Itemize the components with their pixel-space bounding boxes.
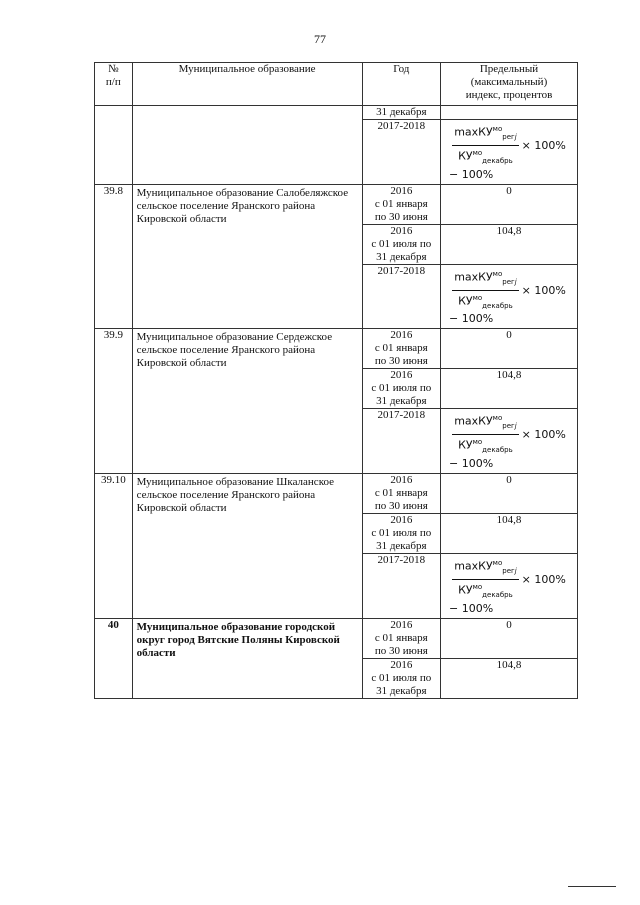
year-cell: 2016 с 01 января по 30 июня xyxy=(362,474,440,514)
formula-minus: − 100% xyxy=(449,601,494,615)
max-index-formula xyxy=(452,268,566,313)
index-value: 104,8 xyxy=(441,514,578,554)
index-value: 104,8 xyxy=(441,658,578,698)
page-number: 77 xyxy=(314,32,326,46)
formula-times: × 100% xyxy=(521,428,566,442)
year-cell: 2016 с 01 июля по 31 декабря xyxy=(362,224,440,264)
year-cell: 2016 с 01 июля по 31 декабря xyxy=(362,369,440,409)
year-cell: 2017-2018 xyxy=(362,120,440,185)
table-row xyxy=(95,184,578,224)
formula-numerator: maxКУ$^{мо}_{регj}$ xyxy=(452,557,518,580)
municipality-name: Муниципальное образование Сердежское сельское поселение Яранского района Кировской области xyxy=(132,329,362,474)
max-index-formula xyxy=(452,123,566,168)
header-index: Предельный (максимальный) индекс, процентов xyxy=(441,63,578,106)
year-cell: 2017-2018 xyxy=(362,554,440,619)
index-value: 0 xyxy=(441,474,578,514)
year-cell: 2016 с 01 января по 30 июня xyxy=(362,184,440,224)
formula-minus: − 100% xyxy=(449,167,494,181)
formula-cell xyxy=(441,264,578,329)
max-index-formula xyxy=(452,557,566,602)
year-cell: 2016 с 01 июля по 31 декабря xyxy=(362,658,440,698)
header-municipality: Муниципальное образование xyxy=(132,63,362,106)
formula-denominator: $КУ^{мо}_{декабрь}$ xyxy=(458,438,513,455)
table-row xyxy=(95,474,578,514)
formula-numerator: maxКУ$^{мо}_{регj}$ xyxy=(452,123,518,146)
table-row xyxy=(95,106,578,120)
municipality-name: Муниципальное образование городской округ город Вятские Поляны Кировской области xyxy=(132,618,362,698)
formula-numerator: maxКУ$^{мо}_{регj}$ xyxy=(452,268,518,291)
index-value: 104,8 xyxy=(441,369,578,409)
header-year: Год xyxy=(362,63,440,106)
formula-cell xyxy=(441,120,578,185)
formula-numerator: maxКУ$^{мо}_{регj}$ xyxy=(452,412,518,435)
index-value: 104,8 xyxy=(441,224,578,264)
index-value: 0 xyxy=(441,618,578,658)
index-value: 0 xyxy=(441,329,578,369)
table-header xyxy=(95,63,578,106)
year-cell: 2016 с 01 июля по 31 декабря xyxy=(362,514,440,554)
tariff-index-table xyxy=(94,62,578,699)
municipality-name: Муниципальное образование Салобеляжское сельское поселение Яранского района Кировской области xyxy=(132,184,362,329)
year-cell: 2016 с 01 января по 30 июня xyxy=(362,329,440,369)
row-number: 39.10 xyxy=(95,474,133,619)
formula-denominator: $КУ^{мо}_{декабрь}$ xyxy=(458,582,513,599)
header-num: № п/п xyxy=(95,63,133,106)
formula-cell xyxy=(441,554,578,619)
formula-denominator: $КУ^{мо}_{декабрь}$ xyxy=(458,148,513,165)
max-index-formula xyxy=(452,412,566,457)
formula-denominator: $КУ^{мо}_{декабрь}$ xyxy=(458,293,513,310)
year-cell: 2017-2018 xyxy=(362,409,440,474)
signature-line xyxy=(568,886,616,887)
table-row xyxy=(95,329,578,369)
formula-times: × 100% xyxy=(521,283,566,297)
table-row xyxy=(95,618,578,658)
formula-times: × 100% xyxy=(521,138,566,152)
year-cell: 31 декабря xyxy=(362,106,440,120)
formula-times: × 100% xyxy=(521,572,566,586)
municipality-name: Муниципальное образование Шкаланское сельское поселение Яранского района Кировской области xyxy=(132,474,362,619)
formula-minus: − 100% xyxy=(449,457,494,471)
index-value: 0 xyxy=(441,184,578,224)
row-number: 40 xyxy=(95,618,133,698)
row-number: 39.9 xyxy=(95,329,133,474)
formula-minus: − 100% xyxy=(449,312,494,326)
year-cell: 2016 с 01 января по 30 июня xyxy=(362,618,440,658)
row-number: 39.8 xyxy=(95,184,133,329)
year-cell: 2017-2018 xyxy=(362,264,440,329)
formula-cell xyxy=(441,409,578,474)
